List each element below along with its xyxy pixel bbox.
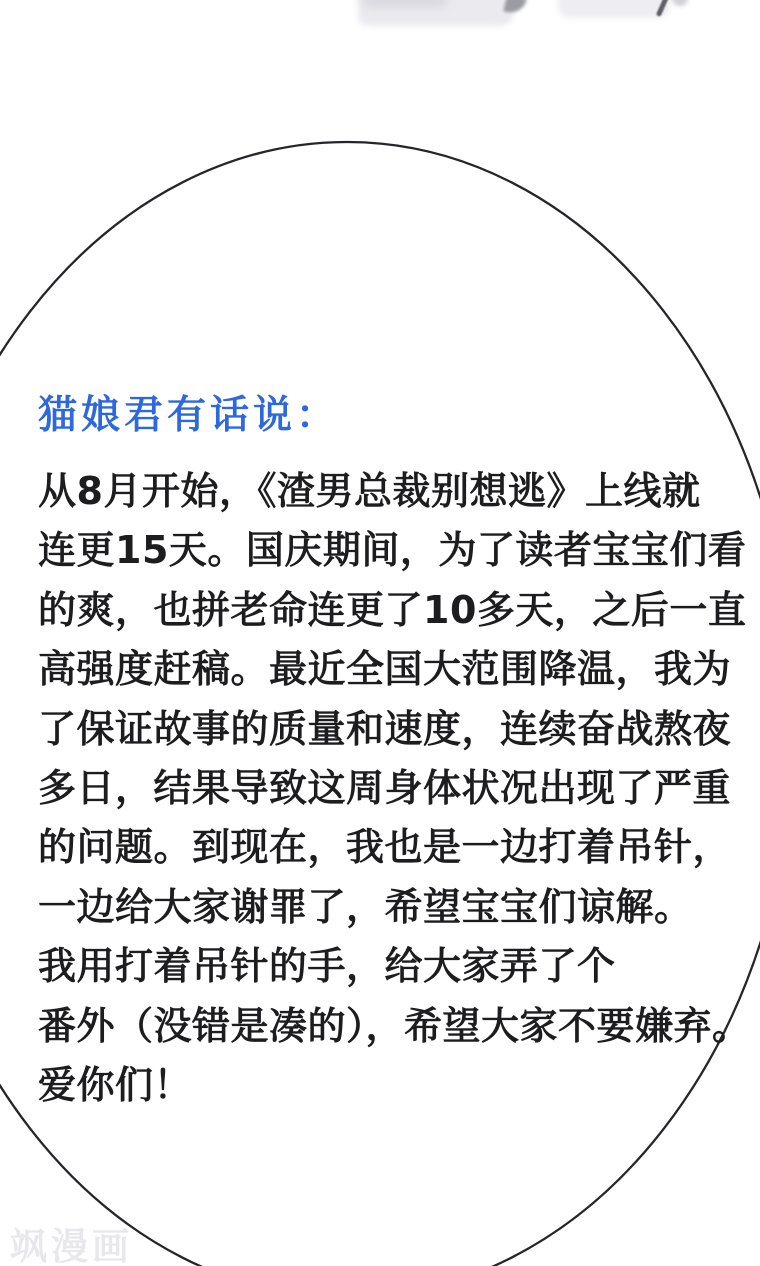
note-line: 多日，结果导致这周身体状况出现了严重	[38, 765, 732, 810]
note-line: 我用打着吊针的手，给大家弄了个	[38, 944, 616, 989]
note-line: 了保证故事的质量和速度，连续奋战熬夜	[38, 706, 732, 751]
author-note	[38, 392, 751, 1115]
note-line: 一边给大家谢罪了，希望宝宝们谅解。	[38, 884, 693, 929]
note-line: 的问题。到现在，我也是一边打着吊针，	[38, 825, 732, 870]
note-line: 高强度赶稿。最近全国大范围降温，我为	[38, 647, 732, 692]
note-body	[38, 462, 751, 1115]
note-heading: 猫娘君有话说：	[38, 393, 340, 438]
note-line: 的爽，也拼老命连更了10多天，之后一直	[38, 587, 747, 632]
note-line: 番外（没错是凑的），希望大家不要嫌弃。	[38, 1003, 751, 1048]
platform-watermark: 飒漫画	[10, 1225, 133, 1266]
note-line: 从8月开始，《渣男总裁别想逃》上线就	[38, 469, 701, 513]
note-line: 连更15天。国庆期间，为了读者宝宝们看	[38, 528, 747, 573]
note-line: 爱你们！	[38, 1062, 193, 1107]
